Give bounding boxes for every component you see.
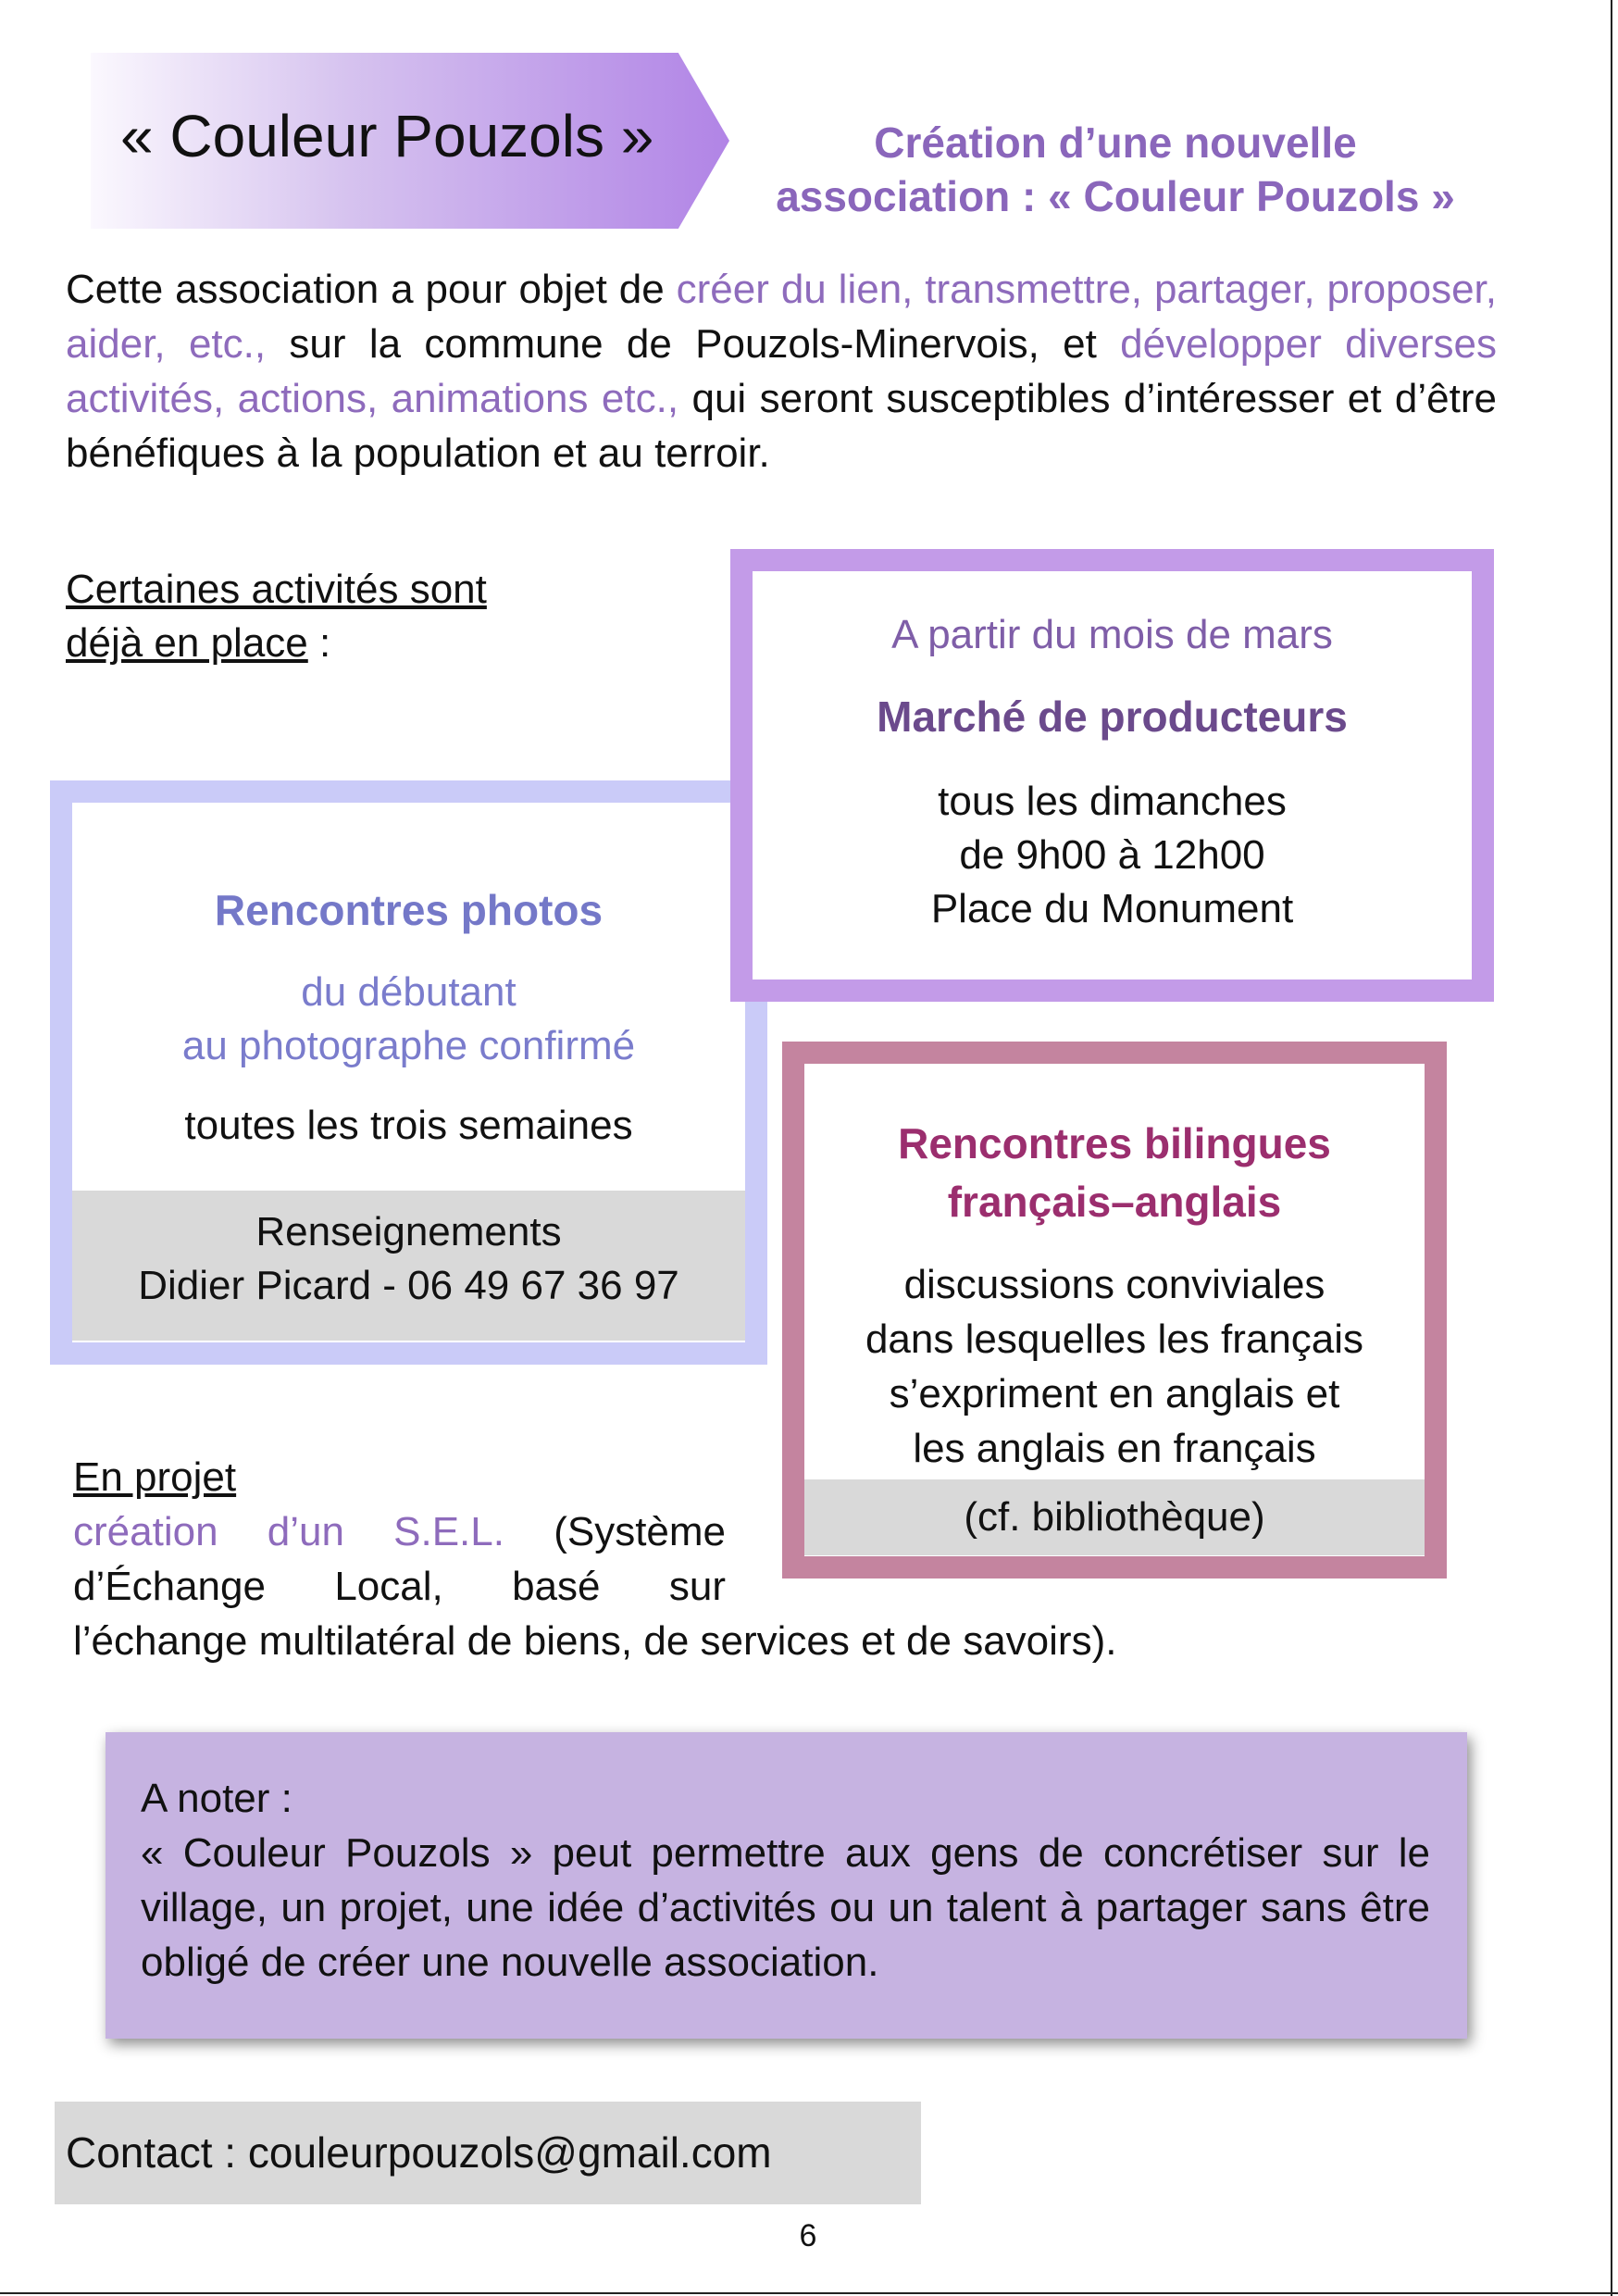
- project-heading: En projet: [73, 1454, 237, 1500]
- subheading: [731, 116, 1500, 223]
- photos-card: [50, 780, 767, 1365]
- activities-heading-line2: déjà en place: [66, 620, 308, 666]
- market-line1: tous les dimanches: [938, 779, 1287, 824]
- intro-paragraph: [66, 262, 1497, 480]
- project-text1: (Système d’Échange Local, basé sur: [73, 1509, 727, 1609]
- bilingual-footer: (cf. bibliothèque): [964, 1494, 1265, 1540]
- project-text2: l’échange multilatéral de biens, de services et de savoirs).: [73, 1618, 1117, 1664]
- photos-sub2: au photographe confirmé: [181, 1023, 636, 1068]
- intro-accent-1: créer du lien, transmettre, partager, proposer, aider, etc.,: [66, 267, 1497, 367]
- subheading-line2: association : « Couleur Pouzols »: [776, 172, 1455, 220]
- bilingual-card: [782, 1042, 1447, 1578]
- bilingual-line2: dans lesquelles les français: [865, 1316, 1364, 1362]
- note-box: [106, 1732, 1467, 2039]
- photos-frequency: toutes les trois semaines: [184, 1103, 633, 1148]
- project-accent: création d’un S.E.L.: [73, 1509, 504, 1554]
- bilingual-line3: s’expriment en anglais et: [889, 1371, 1340, 1416]
- bilingual-title1: Rencontres bilingues: [898, 1119, 1331, 1167]
- activities-heading-suffix: :: [307, 620, 331, 666]
- page-edge-right: [1611, 0, 1612, 2296]
- intro-text-3: qui seront susceptibles d’intéresser et d’être bénéfiques à la population et au terroir.: [66, 376, 1497, 476]
- photos-info-label: Renseignements: [255, 1209, 562, 1254]
- market-line3: Place du Monument: [930, 886, 1294, 931]
- activities-heading-line1: Certaines activités sont: [66, 567, 487, 612]
- note-body: « Couleur Pouzols » peut permettre aux gens de concrétiser sur le village, un projet, une idée d’activités ou un talent à partager sans être obligé de créer une nouvelle association.: [141, 1830, 1430, 1985]
- banner-title: « Couleur Pouzols »: [120, 103, 654, 169]
- project-section: [73, 1450, 726, 1614]
- market-when: A partir du mois de mars: [891, 612, 1333, 657]
- page-number: 6: [799, 2218, 817, 2253]
- intro-text-1: Cette association a pour objet de: [66, 267, 677, 312]
- subheading-line1: Création d’une nouvelle: [874, 119, 1357, 167]
- photos-sub1: du débutant: [301, 969, 517, 1015]
- bilingual-line4: les anglais en français: [913, 1426, 1316, 1471]
- contact-box: Contact : couleurpouzols@gmail.com: [55, 2102, 921, 2204]
- bilingual-footer-band: [804, 1479, 1425, 1555]
- market-line2: de 9h00 à 12h00: [959, 832, 1265, 878]
- page-edge-bottom: [0, 2292, 1618, 2294]
- photos-title: Rencontres photos: [214, 886, 604, 934]
- bilingual-title2: français–anglais: [947, 1178, 1282, 1226]
- activities-heading: [66, 563, 487, 670]
- market-card: [730, 549, 1494, 1002]
- photos-info-contact: Didier Picard - 06 49 67 36 97: [138, 1263, 679, 1308]
- intro-accent-2: développer diverses activités, actions, animations etc.,: [66, 321, 1497, 421]
- market-title: Marché de producteurs: [877, 693, 1348, 741]
- photos-info-band: [72, 1191, 745, 1341]
- intro-text-2: sur la commune de Pouzols-Minervois, et: [266, 321, 1121, 367]
- note-heading: A noter :: [141, 1776, 292, 1821]
- bilingual-line1: discussions conviviales: [903, 1262, 1326, 1307]
